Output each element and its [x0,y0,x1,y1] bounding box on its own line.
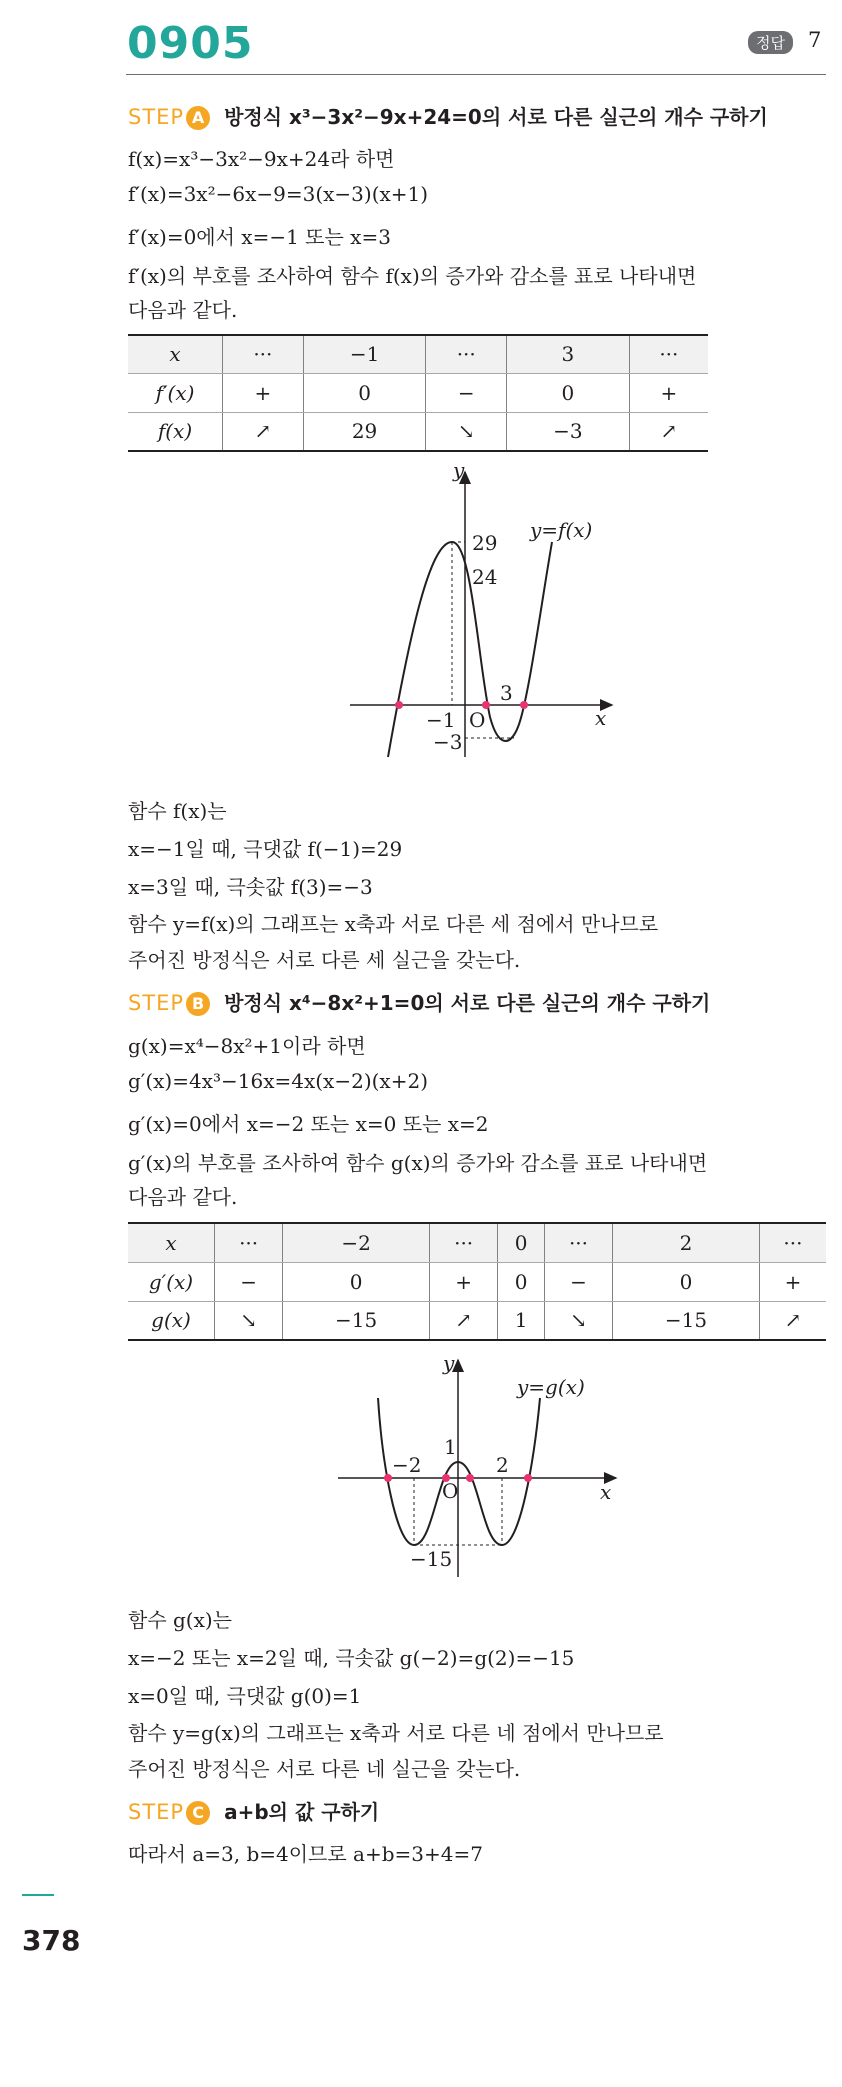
table-cell: 3 [507,335,630,373]
text-line: g′(x)=4x³−16x=4x(x−2)(x+2) [128,1069,428,1093]
tick-label: 3 [500,681,513,705]
step-c-heading [128,1796,379,1825]
step-word: STEP [128,991,185,1015]
table-cell: + [430,1262,498,1301]
step-b-title: 방정식 x⁴−8x²+1=0의 서로 다른 실근의 개수 구하기 [224,991,711,1015]
tick-label: 2 [496,1453,509,1477]
table-cell: ··· [430,1223,498,1262]
root-dot [384,1474,392,1482]
table-cell: 0 [303,373,426,412]
text-line: 함수 y=g(x)의 그래프는 x축과 서로 다른 네 점에서 만나므로 [128,1721,664,1745]
step-c-badge: C [186,1801,210,1825]
table-cell: 0 [283,1262,430,1301]
step-word: STEP [128,1800,185,1824]
root-dot [395,701,403,709]
step-c-title: a+b의 값 구하기 [224,1800,380,1824]
table-cell: 29 [303,412,426,451]
table-cell: −3 [507,412,630,451]
table-cell: ↗ [430,1301,498,1340]
x-axis-label: x [600,1480,612,1504]
table-cell: f(x) [128,412,223,451]
y-axis-label: y [453,462,465,482]
graph-g [330,1352,630,1582]
text-line: x=−2 또는 x=2일 때, 극솟값 g(−2)=g(2)=−15 [128,1646,575,1670]
table-cell: −1 [303,335,426,373]
table-cell: ··· [629,335,708,373]
curve-label: y=f(x) [530,518,593,542]
table-cell: ↗ [223,412,304,451]
text-line: f′(x)=3x²−6x−9=3(x−3)(x+1) [128,182,429,206]
answer-badge: 정답 [748,31,793,54]
table-cell: + [223,373,304,412]
table-cell: f′(x) [128,373,223,412]
text-line: g′(x)의 부호를 조사하여 함수 g(x)의 증가와 감소를 표로 나타내면 [128,1151,708,1175]
table-cell: 0 [498,1262,545,1301]
text-line: x=3일 때, 극솟값 f(3)=−3 [128,875,373,899]
sign-table-f [128,334,708,452]
table-cell: g′(x) [128,1262,215,1301]
page-number: 378 [22,1924,81,1957]
text-line: 주어진 방정식은 서로 다른 세 실근을 갖는다. [128,948,521,972]
tick-label: −1 [426,708,456,732]
table-cell: 1 [498,1301,545,1340]
table-cell: 0 [613,1262,760,1301]
text-line: 함수 g(x)는 [128,1608,233,1632]
text-line: 주어진 방정식은 서로 다른 네 실근을 갖는다. [128,1757,521,1781]
x-axis-label: x [595,706,607,730]
min-label: −15 [410,1547,453,1571]
table-cell: ··· [223,335,304,373]
table-cell: ··· [759,1223,826,1262]
table-cell: g(x) [128,1301,215,1340]
table-cell: ↘ [215,1301,283,1340]
text-line: 다음과 같다. [128,1185,238,1209]
table-cell: ↗ [629,412,708,451]
table-cell: + [759,1262,826,1301]
text-line: 다음과 같다. [128,298,238,322]
sign-table-g [128,1222,826,1341]
table-cell: 0 [507,373,630,412]
table-cell: x [128,1223,215,1262]
table-cell: ↘ [426,412,507,451]
table-cell: 0 [498,1223,545,1262]
text-line: g′(x)=0에서 x=−2 또는 x=0 또는 x=2 [128,1112,489,1136]
step-b-heading [128,987,710,1016]
header-rule [126,74,826,75]
text-line: 함수 y=f(x)의 그래프는 x축과 서로 다른 세 점에서 만나므로 [128,912,659,936]
table-cell: ↗ [759,1301,826,1340]
curve-label: y=g(x) [517,1375,585,1399]
step-a-title: 방정식 x³−3x²−9x+24=0의 서로 다른 실근의 개수 구하기 [224,105,768,129]
table-cell: x [128,335,223,373]
root-dot [466,1474,474,1482]
page-accent-rule [22,1894,54,1896]
step-b-badge: B [186,992,210,1016]
table-cell: ··· [544,1223,612,1262]
table-cell: + [629,373,708,412]
intercept-label: 24 [472,565,498,589]
text-line: x=−1일 때, 극댓값 f(−1)=29 [128,837,403,861]
text-line: 함수 f(x)는 [128,799,227,823]
max-label: 29 [472,531,498,555]
origin-label: O [469,708,486,732]
table-cell: ··· [215,1223,283,1262]
table-cell: − [544,1262,612,1301]
tick-label: 1 [444,1435,457,1459]
table-cell: −15 [613,1301,760,1340]
table-cell: 2 [613,1223,760,1262]
root-dot [520,701,528,709]
y-axis-label: y [443,1352,455,1375]
problem-number: 0905 [127,18,254,69]
graph-f [340,462,630,767]
origin-label: O [442,1479,459,1503]
step-a-badge: A [186,106,210,130]
table-cell: ··· [426,335,507,373]
table-cell: −2 [283,1223,430,1262]
text-line: f′(x)의 부호를 조사하여 함수 f(x)의 증가와 감소를 표로 나타내면 [128,264,697,288]
answer-value: 7 [808,28,822,52]
text-line: f(x)=x³−3x²−9x+24라 하면 [128,147,395,171]
step-a-heading [128,101,768,130]
tick-label: −2 [392,1453,422,1477]
step-word: STEP [128,105,185,129]
text-line: f′(x)=0에서 x=−1 또는 x=3 [128,225,391,249]
text-line: g(x)=x⁴−8x²+1이라 하면 [128,1034,366,1058]
min-label: −3 [433,730,463,754]
text-line: x=0일 때, 극댓값 g(0)=1 [128,1684,362,1708]
root-dot [524,1474,532,1482]
table-cell: −15 [283,1301,430,1340]
table-cell: − [215,1262,283,1301]
table-cell: ↘ [544,1301,612,1340]
table-cell: − [426,373,507,412]
text-line: 따라서 a=3, b=4이므로 a+b=3+4=7 [128,1842,483,1866]
